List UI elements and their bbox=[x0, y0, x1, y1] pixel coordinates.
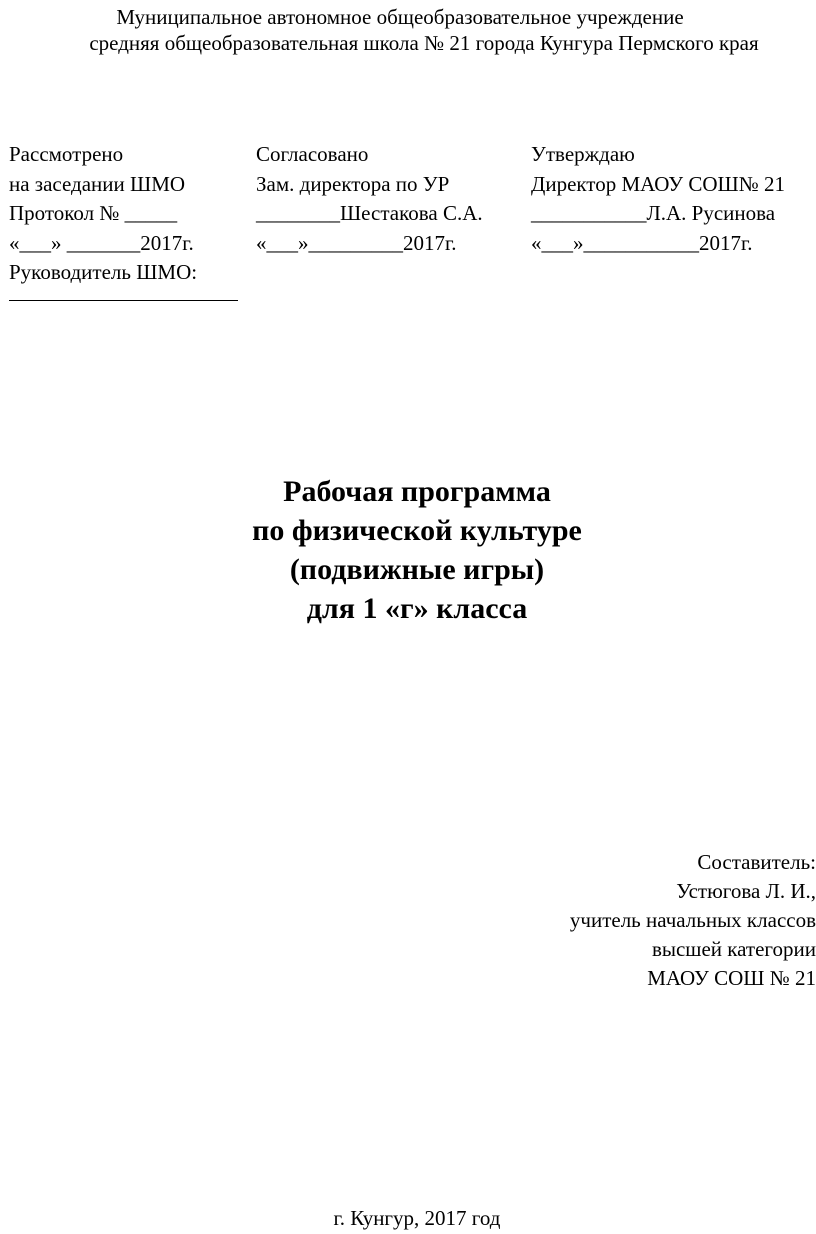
agreed-position: Зам. директора по УР bbox=[256, 171, 450, 196]
agreed-signature: ________Шестакова С.А. bbox=[256, 201, 483, 225]
approved-position: Директор МАОУ СОШ№ 21 bbox=[531, 171, 785, 196]
reviewed-meeting: на заседании ШМО bbox=[9, 171, 186, 196]
reviewed-head: Руководитель ШМО: bbox=[9, 260, 198, 284]
title-line-3: (подвижные игры) bbox=[289, 553, 545, 586]
reviewed-heading: Рассмотрено bbox=[9, 142, 124, 166]
title-line-4: для 1 «г» класса bbox=[306, 592, 528, 625]
author-block bbox=[570, 848, 816, 993]
school-name-line-1: Муниципальное автономное общеобразовательное учреждение bbox=[116, 5, 684, 29]
approved-date: «___»___________2017г. bbox=[531, 230, 753, 255]
author-role: учитель начальных классов bbox=[569, 908, 816, 932]
approved-heading: Утверждаю bbox=[531, 142, 635, 166]
approved-signature: ___________Л.А. Русинова bbox=[531, 201, 776, 225]
agreed-date: «___»_________2017г. bbox=[256, 230, 457, 255]
agreed-block bbox=[256, 142, 483, 260]
author-school: МАОУ СОШ № 21 bbox=[647, 966, 816, 990]
reviewed-block bbox=[9, 142, 197, 290]
author-label: Составитель: bbox=[697, 850, 816, 874]
reviewed-protocol: Протокол № _____ bbox=[9, 201, 178, 225]
school-name-line-2: средняя общеобразовательная школа № 21 города Кунгура Пермского края bbox=[89, 31, 759, 55]
author-name: Устюгова Л. И., bbox=[676, 879, 816, 903]
signature-line bbox=[9, 300, 238, 301]
approved-block bbox=[531, 142, 785, 260]
title-line-2: по физической культуре bbox=[252, 514, 582, 547]
title-line-1: Рабочая программа bbox=[283, 475, 551, 508]
document-title bbox=[0, 472, 816, 628]
author-category: высшей категории bbox=[651, 937, 816, 961]
agreed-heading: Согласовано bbox=[256, 142, 369, 166]
footer-place-year: г. Кунгур, 2017 год bbox=[333, 1206, 501, 1230]
reviewed-date: «___» _______2017г. bbox=[9, 230, 194, 255]
